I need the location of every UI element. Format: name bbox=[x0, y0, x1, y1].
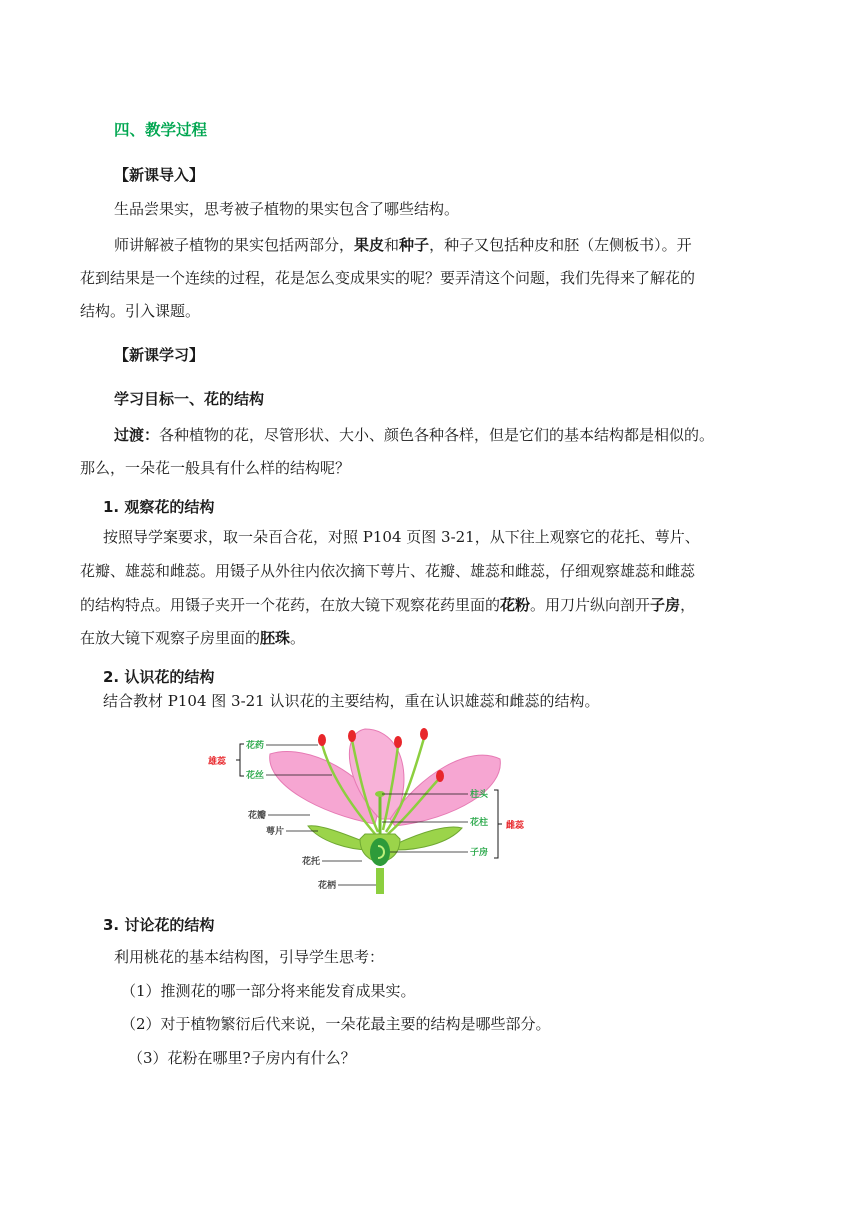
intro-paragraph-2-line2: 花到结果是一个连续的过程，花是怎么变成果实的呢？要弄清这个问题，我们先得来了解花的 bbox=[80, 269, 696, 287]
keyword-ovule: 胚珠 bbox=[260, 629, 291, 647]
label-petal: 花瓣 bbox=[248, 811, 267, 821]
flower-structure-diagram bbox=[200, 724, 540, 896]
section-title: 四、教学过程 bbox=[114, 121, 208, 139]
keyword-seed: 种子 bbox=[399, 236, 430, 254]
intro-paragraph-2-line3: 结构。引入课题。 bbox=[80, 302, 201, 320]
anther-1 bbox=[318, 734, 326, 746]
item3-question-2: （2）对于植物繁衍后代来说，一朵花最主要的结构是哪些部分。 bbox=[121, 1015, 551, 1033]
label-stigma: 柱头 bbox=[470, 790, 489, 800]
item3-question-1: （1）推测花的哪一部分将来能发育成果实。 bbox=[121, 982, 416, 1000]
label-pistil-group: 雌蕊 bbox=[506, 821, 525, 831]
item3-heading: 3. 讨论花的结构 bbox=[103, 916, 215, 934]
anther-3 bbox=[394, 736, 402, 748]
goal1-heading: 学习目标一、花的结构 bbox=[114, 390, 265, 408]
pedicel-shape bbox=[376, 868, 384, 894]
label-style: 花柱 bbox=[470, 818, 489, 828]
item1-line-4: 在放大镜下观察子房里面的胚珠。 bbox=[80, 629, 306, 647]
intro-heading: 【新课导入】 bbox=[114, 166, 205, 184]
sepal-right bbox=[396, 827, 462, 850]
anther-4 bbox=[420, 728, 428, 740]
label-stamen-group: 雄蕊 bbox=[208, 757, 227, 767]
label-receptacle: 花托 bbox=[302, 857, 321, 867]
transition-label: 过渡： bbox=[114, 426, 160, 444]
item2-line-1: 结合教材 P104 图 3-21 认识花的主要结构，重在认识雄蕊和雌蕊的结构。 bbox=[103, 692, 600, 710]
label-anther: 花药 bbox=[246, 741, 265, 751]
item3-question-3: （3）花粉在哪里?子房内有什么？ bbox=[128, 1049, 356, 1067]
label-sepal: 萼片 bbox=[266, 827, 285, 837]
intro-paragraph-2: 师讲解被子植物的果实包括两部分，果皮和种子，种子又包括种皮和胚（左侧板书）。开 bbox=[114, 236, 692, 254]
item1-line-2: 花瓣、雄蕊和雌蕊。用镊子从外往内依次摘下萼片、花瓣、雄蕊和雌蕊，仔细观察雄蕊和雌蕊 bbox=[80, 562, 696, 580]
transition-line-1: 过渡：各种植物的花，尽管形状、大小、颜色各种各样，但是它们的基本结构都是相似的。 bbox=[114, 426, 715, 444]
ovary-shape bbox=[370, 838, 390, 866]
bracket-stamen bbox=[236, 744, 244, 776]
label-pedicel: 花柄 bbox=[318, 881, 337, 891]
item2-heading: 2. 认识花的结构 bbox=[103, 668, 215, 686]
item3-intro: 利用桃花的基本结构图，引导学生思考： bbox=[114, 948, 385, 966]
keyword-pollen: 花粉 bbox=[500, 596, 531, 614]
bracket-pistil bbox=[494, 790, 502, 858]
item1-line-3: 的结构特点。用镊子夹开一个花药，在放大镜下观察花药里面的花粉。用刀片纵向剖开子房， bbox=[80, 596, 696, 614]
learn-heading: 【新课学习】 bbox=[114, 346, 205, 364]
anther-5 bbox=[436, 770, 444, 782]
keyword-pericarp: 果皮 bbox=[354, 236, 385, 254]
item1-heading: 1. 观察花的结构 bbox=[103, 498, 215, 516]
item1-line-1: 按照导学案要求，取一朵百合花，对照 P104 页图 3-21，从下往上观察它的花托、萼片、 bbox=[103, 528, 700, 546]
label-ovary: 子房 bbox=[470, 848, 489, 858]
transition-line-2: 那么，一朵花一般具有什么样的结构呢？ bbox=[80, 459, 351, 477]
label-filament: 花丝 bbox=[246, 771, 265, 781]
anther-2 bbox=[348, 730, 356, 742]
keyword-ovary: 子房 bbox=[650, 596, 681, 614]
intro-paragraph-1: 生品尝果实，思考被子植物的果实包含了哪些结构。 bbox=[114, 200, 460, 218]
